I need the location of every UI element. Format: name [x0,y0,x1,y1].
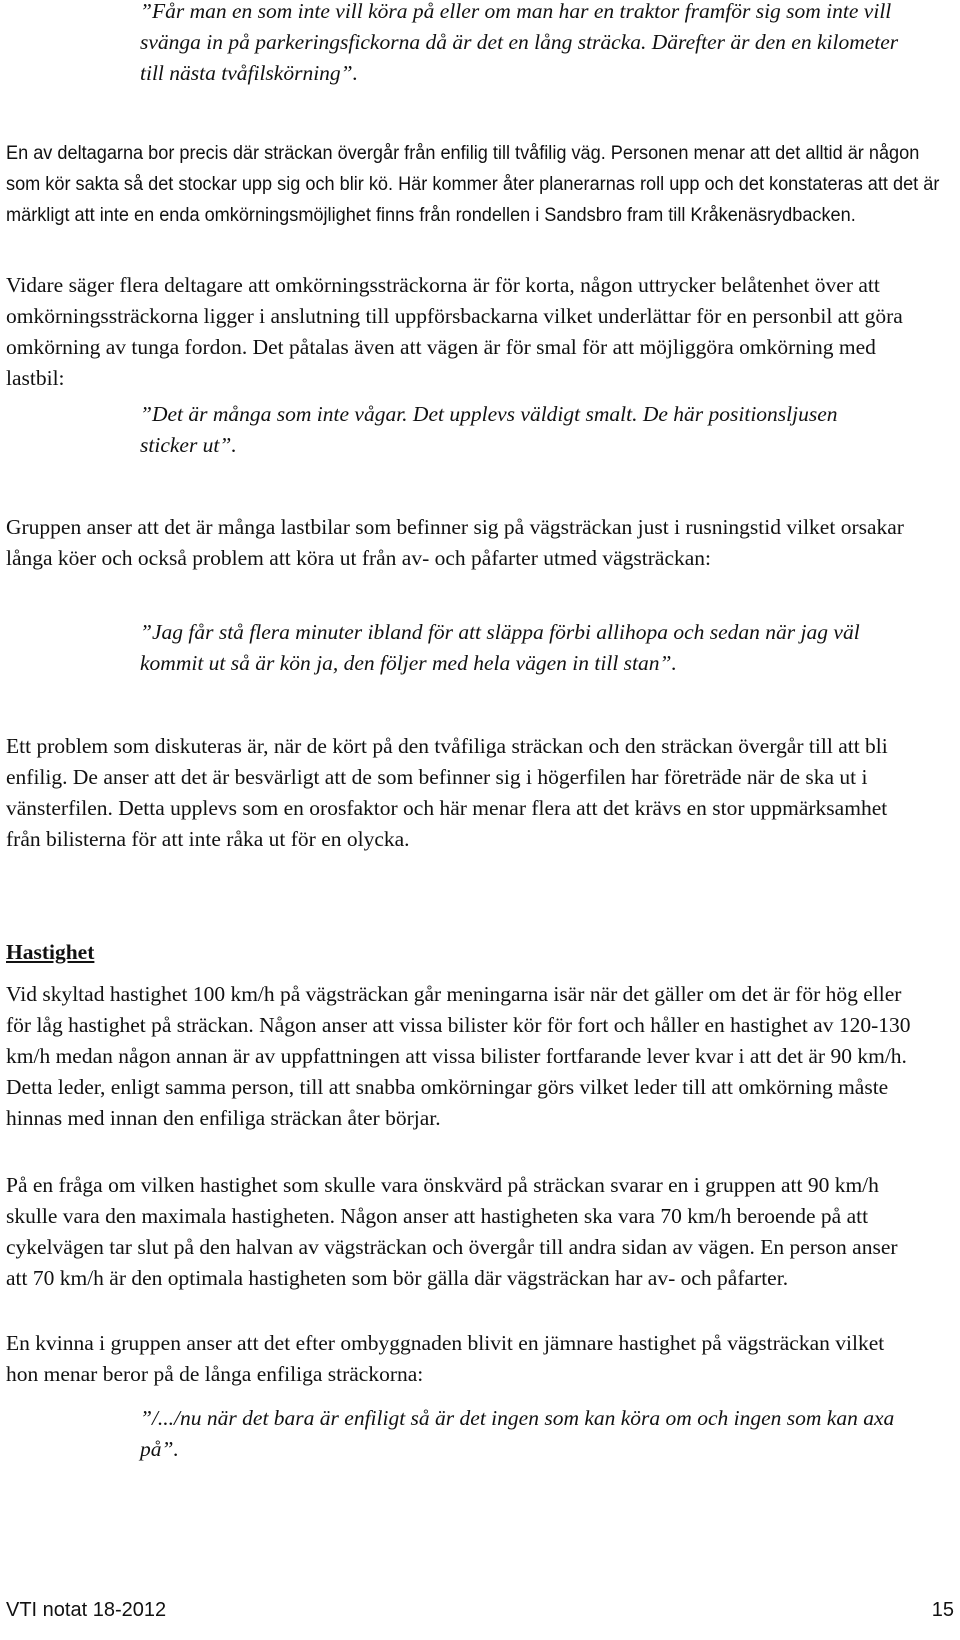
paragraph-1: En av deltagarna bor precis där sträckan övergår från enfilig till tvåfilig väg. Personen menar att det alltid är någon som kör sakta så det stockar upp sig och blir kö. Här kommer åter planerarnas roll upp och det konstateras att det är märkligt att inte en enda omkörningsmöjlighet finns från rondellen i Sandsbro fram till Kråkenäsrydbacken. [6,142,940,226]
quote-3: ”Jag får stå flera minuter ibland för att släppa förbi allihopa och sedan när jag väl kommit ut så är kön ja, den följer med hela vägen in till stan”. [140,620,860,675]
quote-1: ”Får man en som inte vill köra på eller om man har en traktor framför sig som inte vill svänga in på parkeringsfickorna då är det en lång sträcka. Därefter är den en kilometer till nästa tvåfilskörning”. [140,0,899,85]
paragraph-6: På en fråga om vilken hastighet som skulle vara önskvärd på sträckan svarar en i gruppen att 90 km/h skulle vara den maximala hastigheten. Någon anser att hastigheten ska vara 70 km/h beroende på att cykelvägen tar slut på den halvan av vägsträckan och övergår till andra sidan av vägen. En person anser att 70 km/h är den optimala hastigheten som bör gälla där vägsträckan har av- och påfarter. [6,1173,898,1290]
paragraph-3: Gruppen anser att det är många lastbilar som befinner sig på vägsträckan just i rusningstid vilket orsakar långa köer och också problem att köra ut från av- och påfarter utmed vägsträckan: [6,515,904,570]
quote-4: ”/.../nu när det bara är enfiligt så är det ingen som kan köra om och ingen som kan axa på”. [140,1406,895,1461]
paragraph-5: Vid skyltad hastighet 100 km/h på vägsträckan går meningarna isär när det gäller om det är för hög eller för låg hastighet på sträckan. Någon anser att vissa bilister kör för fort och håller en hastighet av 120-130 km/h medan någon annan är av uppfattningen att vissa bilister fortfarande lever kvar i att det är 90 km/h. Detta leder, enligt samma person, till att snabba omkörningar görs vilket leder till att omkörning måste hinnas med innan den enfiliga sträckan åter börjar. [6,982,911,1130]
paragraph-7: En kvinna i gruppen anser att det efter ombyggnaden blivit en jämnare hastighet på vägsträckan vilket hon menar beror på de långa enfiliga sträckorna: [6,1331,885,1386]
page-footer [6,1598,954,1622]
paragraph-2: Vidare säger flera deltagare att omkörningssträckorna är för korta, någon uttrycker belåtenhet över att omkörningssträckorna ligger i anslutning till uppförsbackarna vilket underlättar för en personbil att göra omkörning av tunga fordon. Det påtalas även att vägen är för smal för att möjliggöra omkörning med lastbil: [6,273,903,390]
section-heading: Hastighet [6,940,95,964]
paragraph-4: Ett problem som diskuteras är, när de kört på den tvåfiliga sträckan och den sträckan övergår till att bli enfilig. De anser att det är besvärligt att de som befinner sig i högerfilen har företräde när de ska ut i vänsterfilen. Detta upplevs som en orosfaktor och här menar flera att det krävs en stor uppmärksamhet från bilisterna för att inte råka ut för en olycka. [6,734,888,851]
report-number: VTI notat 18-2012 [6,1599,167,1621]
quote-2: ”Det är många som inte vågar. Det upplevs väldigt smalt. De här positionsljusen sticker ut”. [140,402,838,457]
page-number: 15 [931,1599,954,1621]
